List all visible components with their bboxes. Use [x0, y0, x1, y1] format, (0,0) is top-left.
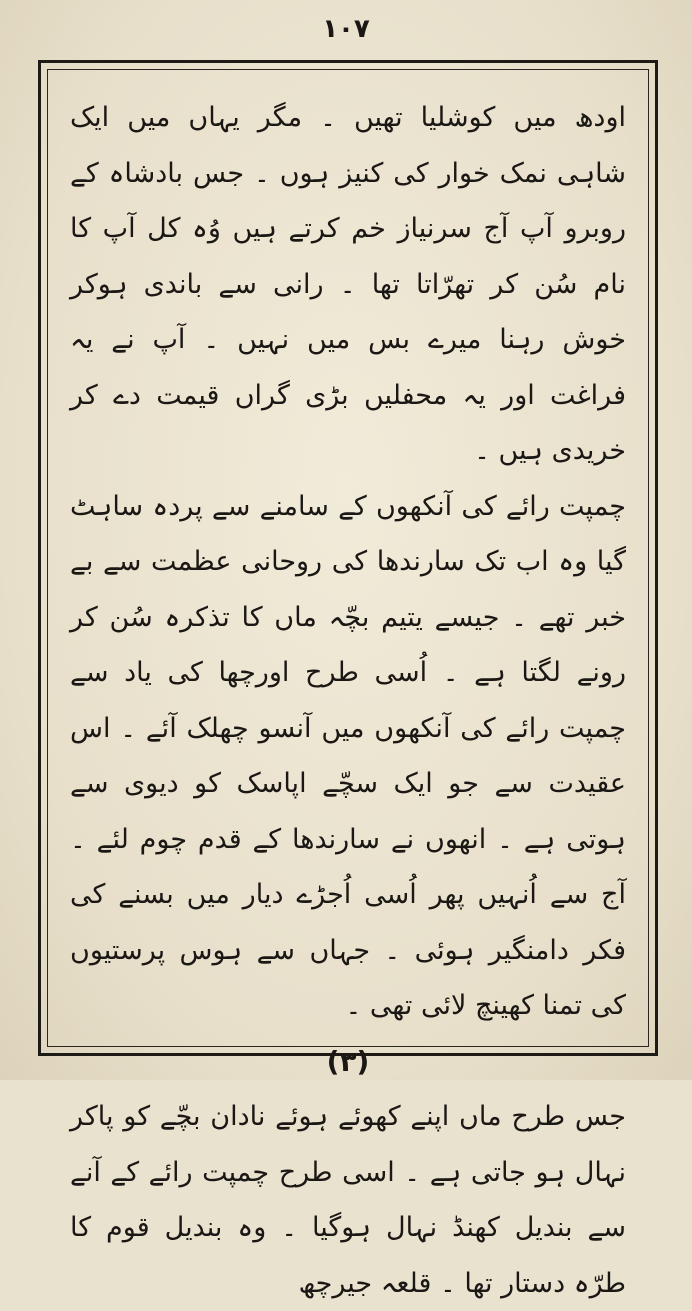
inner-border [47, 69, 649, 1299]
paragraph-2: چمپت رائے کی آنکھوں کے سامنے سے پردہ ساہٹ گیا وہ اب تک سارندھا کی روحانی عظمت سے بے خبر تھے ۔ جیسے یتیم بچّہ ماں کا تذکرہ سُن کر رونے لگتا ہے ۔ اُسی طرح اورچھا کی یاد سے چمپت رائے کی آنکھوں میں آنسو چھلک آئے ۔ اس عقیدت سے جو ایک سچّے اپاسک کو دیوی سے ہوتی ہے ۔ انھوں نے سارندھا کے قدم چوم لئے ۔ آج سے اُنہیں پھر اُسی اُجڑے دیار میں بسنے کی فکر دامنگیر ہوئی ۔ جہاں سے ہوس پرستیوں کی تمنا کھینچ لائی تھی ۔ [70, 490, 626, 1021]
paragraph-3: جس طرح ماں اپنے کھوئے ہوئے نادان بچّے کو پاکر نہال ہو جاتی ہے ۔ اسی طرح چمپت رائے کے آنے سے بندیل کھنڈ نہال ہوگیا ۔ وہ بندیل قوم کا طرّہ دستار تھا ۔ قلعہ جیرچھ [70, 1101, 626, 1299]
page-border [38, 60, 658, 1299]
section-heading: (۳) [326, 1044, 370, 1078]
page-number: ۱۰۷ [322, 14, 370, 44]
page-text [70, 90, 626, 1311]
paragraph-1: اودھ میں کوشلیا تھیں ۔ مگر یہاں میں ایک شاہی نمک خوار کی کنیز ہوں ۔ جس بادشاہ کے روبرو آپ آج سرنیاز خم کرتے ہیں وُہ کل آپ کا نام سُن کر تھرّاتا تھا ۔ رانی سے باندی ہوکر خوش رہنا میرے بس میں نہیں ۔ آپ نے یہ فراغت اور یہ محفلیں بڑی گراں قیمت دے کر خریدی ہیں ۔ [70, 102, 626, 466]
